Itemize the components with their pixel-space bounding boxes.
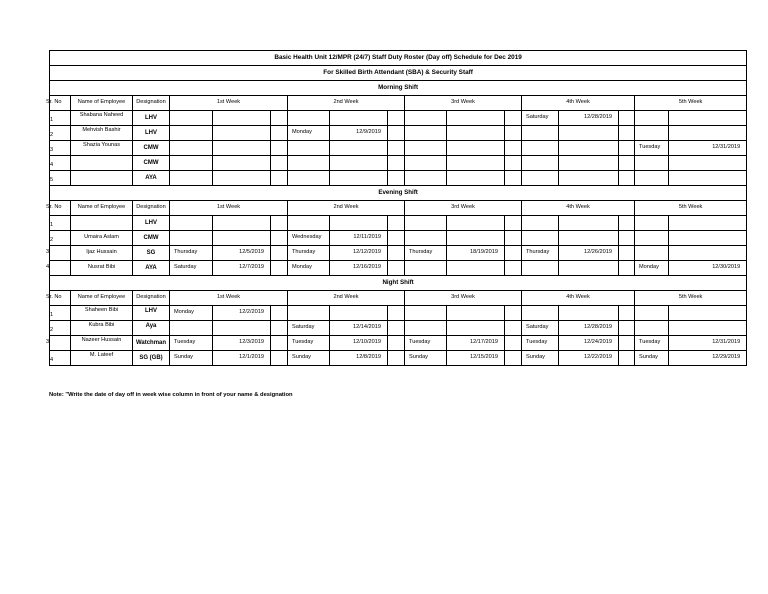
week-2-day — [288, 141, 330, 156]
designation: Watchman — [133, 336, 170, 351]
designation: Aya — [133, 321, 170, 336]
sr-no-cell — [50, 216, 71, 231]
sr-no-cell — [46, 246, 71, 261]
morning-shift-title: Morning Shift — [50, 81, 747, 96]
employee-name: Shaheen Bibi — [71, 306, 133, 321]
week-3-extra — [505, 171, 522, 186]
week-2-extra — [388, 321, 405, 336]
week-1-extra — [271, 246, 288, 261]
morning-row — [50, 111, 747, 126]
week-1-extra — [271, 171, 288, 186]
night-row — [50, 336, 747, 351]
duty-roster-table — [46, 50, 747, 366]
week-4-day — [522, 156, 559, 171]
week-2-day — [288, 156, 330, 171]
morning-header-row — [50, 96, 747, 111]
week-2-day: Monday — [288, 126, 330, 141]
week-1-extra — [271, 231, 288, 246]
week-5-date — [669, 321, 747, 336]
designation: LHV — [133, 111, 170, 126]
week-3-extra — [505, 216, 522, 231]
header-week-1: 1st Week — [170, 291, 288, 306]
week-2-day: Sunday — [288, 351, 330, 366]
week-4-date — [559, 171, 619, 186]
week-5-day — [635, 231, 669, 246]
designation: CMW — [133, 156, 170, 171]
week-2-extra — [388, 336, 405, 351]
week-3-extra — [505, 231, 522, 246]
week-5-date — [669, 231, 747, 246]
sr-no-cell — [50, 156, 71, 171]
evening-shift-title-row — [50, 186, 747, 201]
employee-name: Nazeer Hussain — [71, 336, 133, 351]
week-4-date: 12/28/2019 — [559, 321, 619, 336]
week-4-date — [559, 231, 619, 246]
week-2-day: Thursday — [288, 246, 330, 261]
header-week-1: 1st Week — [170, 96, 288, 111]
sr-no-cell — [50, 351, 71, 366]
week-2-extra — [388, 111, 405, 126]
employee-name — [71, 216, 133, 231]
week-3-day — [405, 156, 447, 171]
evening-row — [50, 216, 747, 231]
week-3-extra — [505, 246, 522, 261]
week-3-day: Sunday — [405, 351, 447, 366]
header-week-3: 3rd Week — [405, 291, 522, 306]
header-week-3: 3rd Week — [405, 201, 522, 216]
week-4-date — [559, 306, 619, 321]
week-3-date — [447, 321, 505, 336]
week-3-day — [405, 306, 447, 321]
week-4-day: Thursday — [522, 246, 559, 261]
week-3-extra — [505, 306, 522, 321]
week-1-date — [213, 171, 271, 186]
week-4-extra — [619, 171, 635, 186]
week-4-day — [522, 171, 559, 186]
week-3-day — [405, 111, 447, 126]
designation: LHV — [133, 306, 170, 321]
week-4-day: Tuesday — [522, 336, 559, 351]
week-4-date: 12/22/2019 — [559, 351, 619, 366]
week-3-date — [447, 126, 505, 141]
week-3-date — [447, 231, 505, 246]
week-3-date — [447, 306, 505, 321]
week-3-day — [405, 216, 447, 231]
week-5-day: Monday — [635, 261, 669, 276]
header-sr-no — [46, 201, 71, 216]
header-designation: Designation — [133, 96, 170, 111]
night-row — [50, 306, 747, 321]
header-name: Name of Employee — [71, 96, 133, 111]
week-1-day — [170, 321, 213, 336]
week-1-day — [170, 126, 213, 141]
week-1-day: Saturday — [170, 261, 213, 276]
week-4-extra — [619, 111, 635, 126]
week-4-date — [559, 156, 619, 171]
week-3-extra — [505, 351, 522, 366]
week-2-day: Monday — [288, 261, 330, 276]
week-4-date — [559, 126, 619, 141]
sr-no-cell — [50, 231, 71, 246]
week-2-date — [330, 171, 388, 186]
week-1-day — [170, 141, 213, 156]
week-2-extra — [388, 141, 405, 156]
week-4-extra — [619, 156, 635, 171]
week-2-date: 12/14/2019 — [330, 321, 388, 336]
week-3-day — [405, 261, 447, 276]
week-5-date — [669, 126, 747, 141]
week-1-day: Thursday — [170, 246, 213, 261]
sr-no-cell — [50, 171, 71, 186]
sr-no-cell — [46, 336, 71, 351]
week-5-date — [669, 306, 747, 321]
sr-no: 2 — [50, 327, 54, 334]
designation: AYA — [133, 171, 170, 186]
employee-name: Umaira Aslam — [71, 231, 133, 246]
designation: CMW — [133, 141, 170, 156]
employee-name: Kubra Bibi — [71, 321, 133, 336]
week-1-extra — [271, 126, 288, 141]
week-2-extra — [388, 171, 405, 186]
week-5-day: Tuesday — [635, 336, 669, 351]
roster-title-row — [50, 51, 747, 66]
week-2-day — [288, 216, 330, 231]
week-1-extra — [271, 351, 288, 366]
week-5-day — [635, 156, 669, 171]
sr-no: 4 — [50, 357, 54, 364]
week-3-day — [405, 231, 447, 246]
week-4-date: 12/26/2019 — [559, 246, 619, 261]
sr-no: 4 — [50, 162, 54, 169]
designation: SG (GB) — [133, 351, 170, 366]
week-1-extra — [271, 321, 288, 336]
week-5-date — [669, 246, 747, 261]
week-2-date: 12/12/2019 — [330, 246, 388, 261]
week-4-day: Sunday — [522, 351, 559, 366]
roster-subtitle: For Skilled Birth Attendant (SBA) & Security Staff — [50, 66, 747, 81]
designation: SG — [133, 246, 170, 261]
sr-no: 3 — [46, 249, 50, 256]
week-1-date: 12/7/2019 — [213, 261, 271, 276]
week-3-date — [447, 111, 505, 126]
evening-shift-title: Evening Shift — [50, 186, 747, 201]
employee-name: Shazia Younas — [71, 141, 133, 156]
sr-no: 1 — [50, 117, 54, 124]
morning-row — [50, 171, 747, 186]
week-4-extra — [619, 141, 635, 156]
week-1-date: 12/2/2019 — [213, 306, 271, 321]
evening-row — [50, 246, 747, 261]
week-1-extra — [271, 156, 288, 171]
header-week-2: 2nd Week — [288, 291, 405, 306]
week-4-day — [522, 231, 559, 246]
week-4-day — [522, 126, 559, 141]
week-2-extra — [388, 156, 405, 171]
employee-name: M. Lateef — [71, 351, 133, 366]
designation: LHV — [133, 126, 170, 141]
week-4-extra — [619, 336, 635, 351]
employee-name: Nusrat Bibi — [71, 261, 133, 276]
header-week-3: 3rd Week — [405, 96, 522, 111]
morning-row — [50, 126, 747, 141]
sr-no-cell — [50, 126, 71, 141]
week-4-day — [522, 141, 559, 156]
week-5-day — [635, 306, 669, 321]
week-4-extra — [619, 126, 635, 141]
employee-name: Ijaz Hussain — [71, 246, 133, 261]
week-2-extra — [388, 216, 405, 231]
week-1-extra — [271, 111, 288, 126]
night-row — [50, 351, 747, 366]
week-5-day — [635, 321, 669, 336]
week-4-extra — [619, 246, 635, 261]
designation: CMW — [133, 231, 170, 246]
week-1-extra — [271, 336, 288, 351]
week-2-extra — [388, 126, 405, 141]
week-1-day — [170, 216, 213, 231]
evening-row — [50, 261, 747, 276]
week-4-day — [522, 306, 559, 321]
header-week-5: 5th Week — [635, 201, 747, 216]
header-sr-no — [46, 96, 71, 111]
week-4-date: 12/28/2019 — [559, 111, 619, 126]
week-2-date: 12/16/2019 — [330, 261, 388, 276]
week-1-date: 12/5/2019 — [213, 246, 271, 261]
week-3-extra — [505, 321, 522, 336]
night-shift-title-row — [50, 276, 747, 291]
employee-name — [71, 156, 133, 171]
week-5-date — [669, 156, 747, 171]
week-3-date — [447, 171, 505, 186]
week-4-day — [522, 261, 559, 276]
employee-name: Shabana Naheed — [71, 111, 133, 126]
week-4-extra — [619, 261, 635, 276]
week-1-date — [213, 156, 271, 171]
week-3-day — [405, 321, 447, 336]
header-sr-no-label: Sr. No — [46, 294, 62, 301]
week-1-date — [213, 321, 271, 336]
week-1-date — [213, 231, 271, 246]
week-5-date — [669, 111, 747, 126]
week-2-day: Saturday — [288, 321, 330, 336]
week-3-date — [447, 141, 505, 156]
week-2-day: Tuesday — [288, 336, 330, 351]
morning-row — [50, 156, 747, 171]
night-shift-title: Night Shift — [50, 276, 747, 291]
week-5-date — [669, 171, 747, 186]
week-5-date — [669, 216, 747, 231]
roster-title: Basic Health Unit 12/MPR (24/7) Staff Duty Roster (Day off) Schedule for Dec 2019 — [50, 51, 747, 66]
week-4-extra — [619, 306, 635, 321]
header-name: Name of Employee — [71, 201, 133, 216]
week-3-extra — [505, 156, 522, 171]
sr-no-cell — [50, 321, 71, 336]
header-week-5: 5th Week — [635, 291, 747, 306]
sr-no-cell — [46, 261, 71, 276]
week-5-date: 12/30/2019 — [669, 261, 747, 276]
week-3-day — [405, 141, 447, 156]
week-4-date: 12/24/2019 — [559, 336, 619, 351]
week-5-day: Sunday — [635, 351, 669, 366]
week-2-date — [330, 141, 388, 156]
sr-no-cell — [50, 141, 71, 156]
sr-no: 3 — [46, 339, 50, 346]
week-2-date: 12/8/2019 — [330, 351, 388, 366]
header-week-1: 1st Week — [170, 201, 288, 216]
employee-name — [71, 171, 133, 186]
week-2-date — [330, 156, 388, 171]
week-2-date: 12/9/2019 — [330, 126, 388, 141]
week-2-day: Wednesday — [288, 231, 330, 246]
sr-no: 5 — [50, 177, 54, 184]
week-1-date: 12/3/2019 — [213, 336, 271, 351]
week-4-day: Saturday — [522, 111, 559, 126]
week-1-day: Monday — [170, 306, 213, 321]
header-name: Name of Employee — [71, 291, 133, 306]
week-5-day — [635, 246, 669, 261]
roster-subtitle-row — [50, 66, 747, 81]
sr-no: 4 — [46, 264, 50, 271]
week-4-extra — [619, 216, 635, 231]
week-3-date — [447, 156, 505, 171]
week-1-date — [213, 141, 271, 156]
header-week-4: 4th Week — [522, 291, 635, 306]
header-week-2: 2nd Week — [288, 96, 405, 111]
week-1-day — [170, 156, 213, 171]
week-2-date — [330, 216, 388, 231]
night-row — [50, 321, 747, 336]
week-2-date — [330, 306, 388, 321]
week-1-extra — [271, 141, 288, 156]
header-sr-no-label: Sr. No — [46, 204, 62, 211]
week-5-day — [635, 126, 669, 141]
week-3-day — [405, 171, 447, 186]
week-4-date — [559, 261, 619, 276]
sr-no-cell — [50, 111, 71, 126]
week-4-date — [559, 141, 619, 156]
week-2-date: 12/10/2019 — [330, 336, 388, 351]
week-2-date — [330, 111, 388, 126]
header-sr-no-label: Sr. No — [46, 99, 62, 106]
week-5-day — [635, 171, 669, 186]
week-2-extra — [388, 231, 405, 246]
week-3-date: 12/17/2019 — [447, 336, 505, 351]
header-sr-no — [46, 291, 71, 306]
week-4-day: Saturday — [522, 321, 559, 336]
week-3-date — [447, 216, 505, 231]
sr-no: 2 — [50, 237, 54, 244]
header-week-4: 4th Week — [522, 201, 635, 216]
week-2-extra — [388, 261, 405, 276]
header-week-4: 4th Week — [522, 96, 635, 111]
week-3-day: Thursday — [405, 246, 447, 261]
designation: AYA — [133, 261, 170, 276]
employee-name: Mehvish Bashir — [71, 126, 133, 141]
week-5-day — [635, 216, 669, 231]
sr-no: 2 — [50, 132, 54, 139]
week-1-extra — [271, 216, 288, 231]
week-4-date — [559, 216, 619, 231]
week-3-extra — [505, 336, 522, 351]
week-4-extra — [619, 351, 635, 366]
week-2-date: 12/11/2019 — [330, 231, 388, 246]
week-3-extra — [505, 126, 522, 141]
week-1-date — [213, 126, 271, 141]
header-week-5: 5th Week — [635, 96, 747, 111]
week-2-extra — [388, 246, 405, 261]
week-5-date: 12/31/2019 — [669, 141, 747, 156]
sr-no-cell — [50, 306, 71, 321]
evening-header-row — [50, 201, 747, 216]
week-3-extra — [505, 261, 522, 276]
header-designation: Designation — [133, 201, 170, 216]
week-2-extra — [388, 351, 405, 366]
week-5-day — [635, 111, 669, 126]
week-3-day: Tuesday — [405, 336, 447, 351]
evening-row — [50, 231, 747, 246]
header-designation: Designation — [133, 291, 170, 306]
week-1-extra — [271, 261, 288, 276]
footer-note: Note: "Write the date of day off in week wise column in front of your name & designation — [49, 392, 293, 398]
week-5-date: 12/29/2019 — [669, 351, 747, 366]
week-1-date: 12/1/2019 — [213, 351, 271, 366]
sr-no: 3 — [50, 147, 54, 154]
week-3-day — [405, 126, 447, 141]
week-3-date: 18/19/2019 — [447, 246, 505, 261]
week-1-day: Sunday — [170, 351, 213, 366]
sr-no: 1 — [50, 312, 54, 319]
designation: LHV — [133, 216, 170, 231]
week-1-day — [170, 111, 213, 126]
week-2-day — [288, 111, 330, 126]
week-1-date — [213, 216, 271, 231]
night-header-row — [50, 291, 747, 306]
morning-row — [50, 141, 747, 156]
week-3-date: 12/15/2019 — [447, 351, 505, 366]
week-1-day — [170, 171, 213, 186]
week-1-day: Tuesday — [170, 336, 213, 351]
week-3-extra — [505, 141, 522, 156]
header-week-2: 2nd Week — [288, 201, 405, 216]
week-1-date — [213, 111, 271, 126]
week-4-extra — [619, 231, 635, 246]
week-4-extra — [619, 321, 635, 336]
week-2-extra — [388, 306, 405, 321]
week-5-date: 12/31/2019 — [669, 336, 747, 351]
morning-shift-title-row — [50, 81, 747, 96]
week-5-day: Tuesday — [635, 141, 669, 156]
sr-no: 1 — [50, 222, 54, 229]
week-4-day — [522, 216, 559, 231]
week-3-date — [447, 261, 505, 276]
week-1-extra — [271, 306, 288, 321]
week-1-day — [170, 231, 213, 246]
week-2-day — [288, 306, 330, 321]
week-2-day — [288, 171, 330, 186]
week-3-extra — [505, 111, 522, 126]
